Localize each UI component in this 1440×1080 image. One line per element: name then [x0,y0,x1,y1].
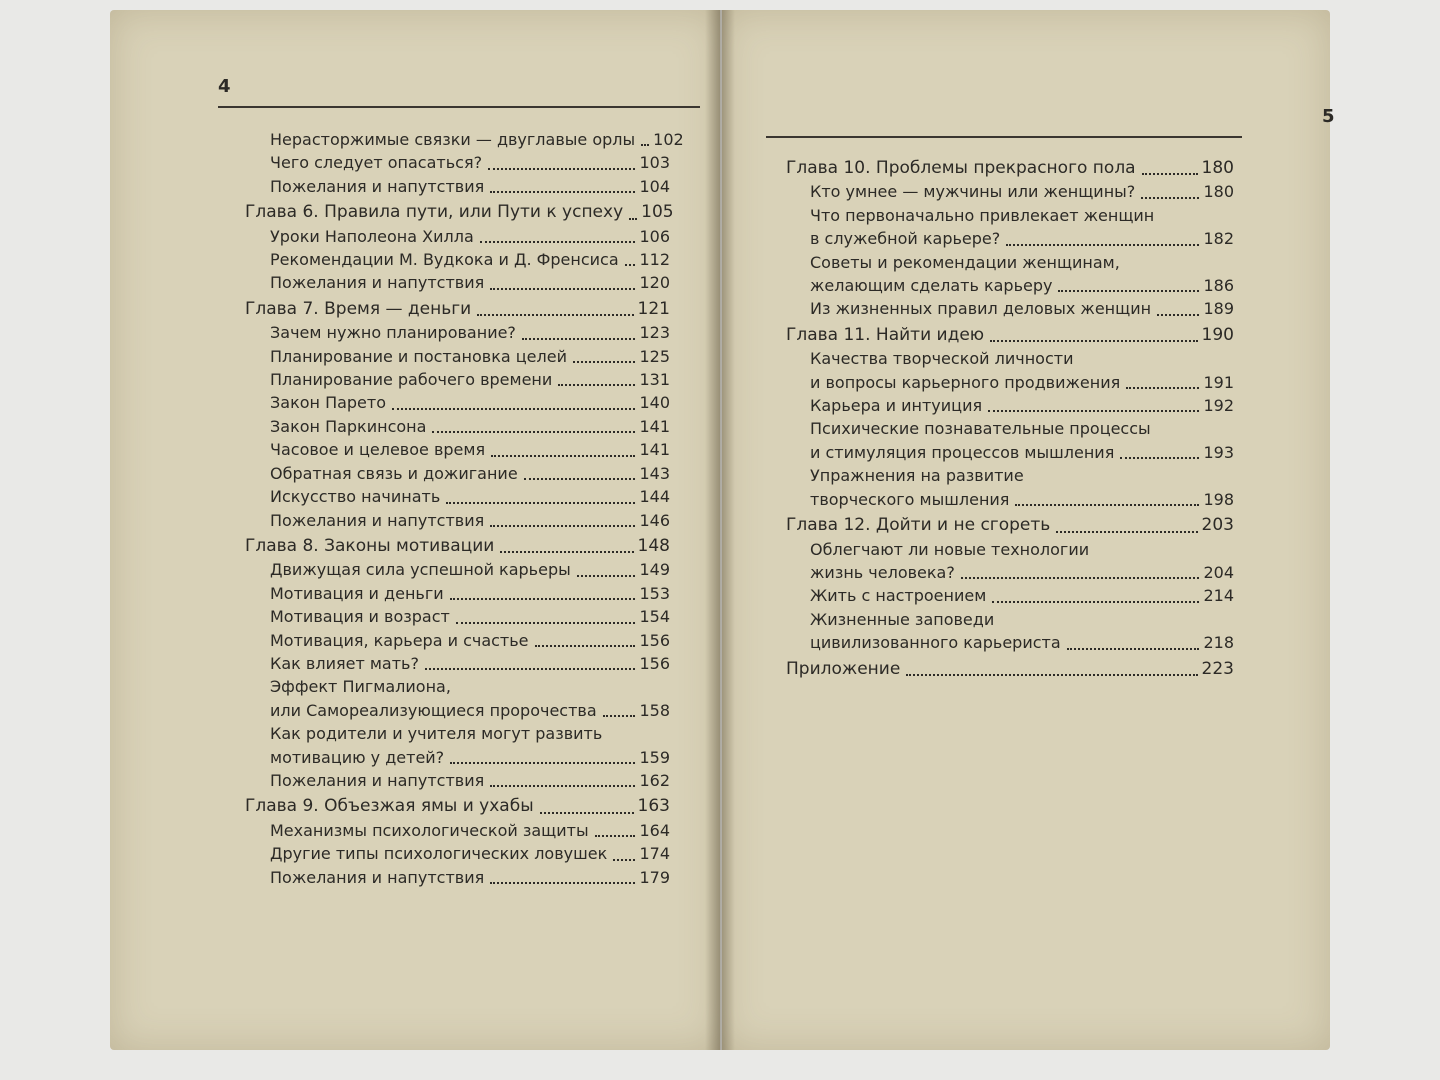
toc-chapter-entry [110,298,670,321]
toc-entry-page-number: 120 [639,273,670,293]
toc-entry [110,368,670,391]
dot-leader [625,264,636,266]
toc-entry-page-number: 190 [1201,324,1234,345]
toc-entry-title: Глава 11. Найти идею [786,324,985,345]
dot-leader [432,431,635,433]
toc-entry-page-number: 131 [639,370,670,390]
toc-entry [110,462,670,485]
toc-entry-page-number: 189 [1203,299,1234,319]
toc-entry-page-number: 164 [639,820,670,840]
toc-entry-title: жизнь человека? [810,562,955,582]
dot-leader [1058,290,1199,292]
dot-leader [490,882,635,884]
dot-leader [456,622,636,624]
toc-entry-title: Зачем нужно планирование? [270,323,516,343]
toc-entry [722,464,1234,511]
dot-leader [1056,531,1197,533]
toc-chapter-entry [110,535,670,558]
toc-entry-title: Пожелания и напутствия [270,770,485,790]
toc-entry [110,605,670,628]
toc-entry-page-number: 203 [1201,515,1234,536]
dot-leader [1126,387,1199,389]
toc-entry [110,438,670,461]
toc-entry-title: Механизмы психологической защиты [270,820,589,840]
toc-entry-title: творческого мышления [810,489,1010,509]
toc-entry [110,582,670,605]
dot-leader [480,241,636,243]
toc-entry-title: Пожелания и напутствия [270,510,485,530]
toc-entry [722,297,1234,320]
dot-leader [613,859,635,861]
dot-leader [1142,173,1198,175]
toc-entry-page-number: 123 [639,323,670,343]
toc-entry-title: Глава 12. Дойти и не сгореть [786,515,1051,536]
toc-chapter-entry [722,514,1234,537]
toc-entry-page-number: 102 [653,130,684,149]
toc-entry [110,509,670,532]
toc-entry-page-number: 105 [641,202,674,223]
left-page-number: 4 [218,76,231,97]
dot-leader [629,218,637,220]
toc-entry-first-line: Эффект Пигмалиона, [270,677,451,697]
toc-entry-title: Кто умнее — мужчины или женщины? [810,182,1136,202]
toc-entry-title: Как влияет мать? [270,653,419,673]
left-toc-list [110,128,684,889]
toc-entry [722,347,1234,394]
toc-entry-page-number: 121 [637,298,670,319]
toc-entry [722,417,1234,464]
right-page [722,10,1335,1050]
toc-entry-page-number: 106 [639,226,670,246]
toc-entry-title: Глава 10. Проблемы прекрасного пола [786,158,1136,178]
dot-leader [906,674,1197,676]
toc-entry [722,394,1234,417]
toc-entry-page-number: 198 [1203,489,1234,509]
dot-leader [961,577,1200,579]
toc-entry-page-number: 144 [639,487,670,507]
left-header-rule [218,106,700,108]
dot-leader [490,525,635,527]
dot-leader [1006,244,1199,246]
toc-entry-first-line: Упражнения на развитие [810,466,1024,486]
toc-chapter-entry [722,658,1234,681]
toc-entry-first-line: Качества творческой личности [810,349,1074,369]
dot-leader [522,338,636,340]
dot-leader [500,551,633,553]
dot-leader [450,762,635,764]
toc-entry-first-line: Советы и рекомендации женщинам, [810,252,1120,272]
toc-entry [722,180,1234,203]
toc-entry [722,204,1234,251]
toc-entry-first-line: Что первоначально привлекает женщин [810,205,1155,225]
toc-entry-title: или Самореализующиеся пророчества [270,700,597,720]
toc-entry-page-number: 154 [639,607,670,627]
toc-entry-page-number: 149 [639,560,670,580]
toc-entry-page-number: 174 [639,844,670,864]
toc-entry-page-number: 153 [639,583,670,603]
toc-entry-title: Пожелания и напутствия [270,273,485,293]
toc-entry-title: Глава 8. Законы мотивации [245,535,495,556]
dot-leader [490,288,635,290]
open-book [110,10,1335,1050]
toc-entry-page-number: 158 [639,700,670,720]
toc-entry-title: Нерасторжимые связки — двуглавые орлы [270,130,636,149]
toc-entry-title: цивилизованного карьериста [810,633,1061,653]
toc-entry-page-number: 218 [1203,633,1234,653]
dot-leader [540,812,634,814]
toc-entry [110,629,670,652]
toc-entry-title: Карьера и интуиция [810,396,983,416]
toc-entry [110,819,670,842]
toc-entry-title: Из жизненных правил деловых женщин [810,299,1152,319]
toc-entry-page-number: 156 [639,630,670,650]
toc-entry-title: Движущая сила успешной карьеры [270,560,571,580]
toc-entry-page-number: 186 [1203,276,1234,296]
toc-entry-page-number: 140 [639,393,670,413]
toc-entry [722,608,1234,655]
toc-entry-title: Мотивация и возраст [270,607,450,627]
toc-entry-page-number: 182 [1203,229,1234,249]
dot-leader [1067,648,1200,650]
toc-entry-page-number: 162 [639,770,670,790]
toc-entry-title: Глава 7. Время — деньги [245,298,472,319]
dot-leader [446,502,635,504]
right-toc-list [722,154,1234,681]
toc-entry-page-number: 223 [1201,658,1234,679]
dot-leader [595,835,636,837]
toc-entry-title: Обратная связь и дожигание [270,463,518,483]
dot-leader [1141,197,1199,199]
toc-entry [722,538,1234,585]
toc-entry-title: Планирование рабочего времени [270,370,553,390]
dot-leader [450,598,636,600]
toc-entry-page-number: 143 [639,463,670,483]
dot-leader [1120,457,1199,459]
toc-entry-page-number: 125 [639,346,670,366]
toc-entry [722,251,1234,298]
toc-entry [110,391,670,414]
toc-chapter-entry [722,157,1234,180]
toc-entry-first-line: Жизненные заповеди [810,609,995,629]
toc-entry [110,675,670,722]
toc-entry [110,769,670,792]
dot-leader [524,478,636,480]
toc-entry-title: Приложение [786,658,901,679]
dot-leader [573,361,635,363]
toc-entry-title: Мотивация, карьера и счастье [270,630,529,650]
dot-leader [491,455,635,457]
toc-entry [722,584,1234,607]
toc-entry [110,866,670,889]
toc-entry-title: Искусство начинать [270,487,441,507]
toc-entry-title: Жить с настроением [810,586,987,606]
toc-entry-page-number: 179 [639,867,670,887]
toc-chapter-entry [110,795,670,818]
toc-entry [110,128,684,151]
toc-entry [110,842,670,865]
toc-entry [110,175,670,198]
dot-leader [425,668,635,670]
toc-entry-page-number: 163 [637,796,670,817]
toc-entry-page-number: 192 [1203,396,1234,416]
toc-entry-title: Глава 9. Объезжая ямы и ухабы [245,796,534,817]
toc-entry [110,485,670,508]
book-gutter [705,10,735,1050]
toc-entry-title: в служебной карьере? [810,229,1001,249]
toc-entry-page-number: 204 [1203,562,1234,582]
toc-entry-page-number: 112 [639,250,670,270]
toc-entry [110,225,670,248]
dot-leader [490,191,635,193]
toc-entry [110,722,670,769]
dot-leader [535,645,636,647]
toc-entry [110,321,670,344]
toc-chapter-entry [722,324,1234,347]
dot-leader [990,340,1197,342]
toc-entry [110,271,670,294]
dot-leader [1157,314,1199,316]
toc-entry-title: Часовое и целевое время [270,440,486,460]
dot-leader [1015,504,1199,506]
toc-entry [110,415,670,438]
dot-leader [558,384,635,386]
toc-entry-page-number: 146 [639,510,670,530]
toc-entry-title: желающим сделать карьеру [810,276,1053,296]
toc-entry-page-number: 156 [639,653,670,673]
toc-entry [110,558,670,581]
toc-entry [110,652,670,675]
dot-leader [488,168,635,170]
toc-entry-page-number: 214 [1203,586,1234,606]
toc-entry-title: Уроки Наполеона Хилла [270,226,474,246]
toc-entry-title: Закон Парето [270,393,387,413]
toc-entry-title: и стимуляция процессов мышления [810,442,1115,462]
toc-entry-title: Закон Паркинсона [270,416,427,436]
toc-entry-page-number: 193 [1203,442,1234,462]
toc-entry [110,345,670,368]
dot-leader [577,575,636,577]
toc-entry-first-line: Психические познавательные процессы [810,419,1151,439]
toc-entry-page-number: 159 [639,747,670,767]
toc-entry [110,248,670,271]
left-page [110,10,720,1050]
dot-leader [988,410,1199,412]
toc-entry-page-number: 191 [1203,372,1234,392]
dot-leader [603,715,636,717]
toc-entry-title: Глава 6. Правила пути, или Пути к успеху [245,202,624,223]
right-header-rule [766,136,1242,138]
toc-entry-page-number: 141 [639,440,670,460]
toc-entry-title: Пожелания и напутствия [270,176,485,196]
dot-leader [992,601,1199,603]
toc-entry-title: Рекомендации М. Вудкока и Д. Френсиса [270,250,619,270]
toc-entry [110,151,670,174]
toc-entry-first-line: Облегчают ли новые технологии [810,539,1090,559]
toc-entry-page-number: 103 [639,153,670,173]
toc-entry-page-number: 180 [1203,182,1234,202]
toc-entry-first-line: Как родители и учителя могут развить [270,724,603,744]
toc-entry-title: Пожелания и напутствия [270,867,485,887]
toc-entry-title: Другие типы психологических ловушек [270,844,608,864]
toc-entry-page-number: 180 [1201,158,1234,178]
toc-entry-title: Планирование и постановка целей [270,346,567,366]
toc-entry-page-number: 104 [639,176,670,196]
right-page-number: 5 [1322,106,1335,127]
toc-entry-title: Мотивация и деньги [270,583,444,603]
dot-leader [641,144,649,146]
dot-leader [490,785,635,787]
dot-leader [392,408,635,410]
toc-entry-title: Чего следует опасаться? [270,153,483,173]
dot-leader [477,314,633,316]
toc-entry-page-number: 141 [639,416,670,436]
toc-entry-title: мотивацию у детей? [270,747,445,767]
toc-entry-title: и вопросы карьерного продвижения [810,372,1121,392]
toc-chapter-entry [110,201,674,224]
toc-entry-page-number: 148 [637,535,670,556]
